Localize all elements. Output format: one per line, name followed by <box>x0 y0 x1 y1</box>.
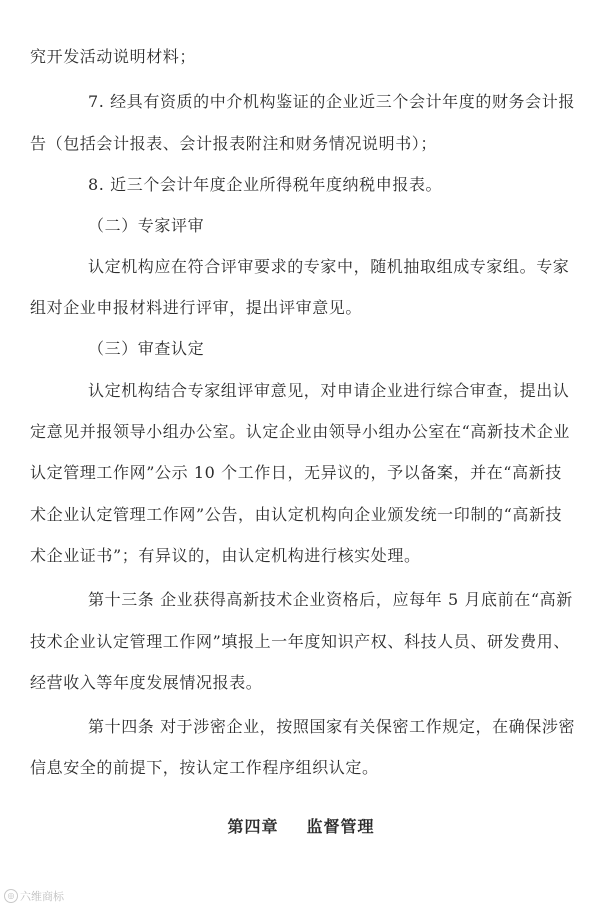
paragraph-line: 技术企业认定管理工作网”填报上一年度知识产权、科技人员、研发费用、 <box>30 632 570 651</box>
paragraph-line: 定意见并报领导小组办公室。认定企业由领导小组办公室在“高新技术企业 <box>30 422 570 441</box>
watermark-text: 六维商标 <box>20 890 64 903</box>
paragraph-line: 术企业认定管理工作网”公告，由认定机构向企业颁发统一印制的“高新技 <box>30 505 563 524</box>
article-line: 第十三条 企业获得高新技术企业资格后，应每年 5 月底前在“高新 <box>88 590 573 609</box>
paragraph-line: 认定机构应在符合评审要求的专家中，随机抽取组成专家组。专家 <box>88 257 570 276</box>
chapter-number: 第四章 <box>227 817 279 836</box>
article-line: 第十四条 对于涉密企业，按照国家有关保密工作规定，在确保涉密 <box>88 717 576 736</box>
paragraph-line: 信息安全的前提下，按认定工作程序组织认定。 <box>30 758 379 777</box>
section-heading: （二）专家评审 <box>88 216 205 235</box>
weibo-icon: ◎ <box>4 889 18 903</box>
paragraph-line: 组对企业申报材料进行评审，提出评审意见。 <box>30 298 363 317</box>
paragraph-line: 究开发活动说明材料； <box>30 47 197 66</box>
paragraph-line: 认定机构结合专家组评审意见，对申请企业进行综合审查，提出认 <box>88 381 570 400</box>
section-heading: （三）审查认定 <box>88 339 205 358</box>
chapter-heading <box>0 817 602 837</box>
chapter-title: 监督管理 <box>306 817 375 836</box>
paragraph-line: 7. 经具有资质的中介机构鉴证的企业近三个会计年度的财务会计报 <box>88 92 575 111</box>
paragraph-line: 认定管理工作网”公示 10 个工作日，无异议的，予以备案，并在“高新技 <box>30 463 562 482</box>
paragraph-line: 告（包括会计报表、会计报表附注和财务情况说明书）； <box>30 134 438 153</box>
watermark <box>4 888 64 904</box>
paragraph-line: 经营收入等年度发展情况报表。 <box>30 673 263 692</box>
paragraph-line: 8. 近三个会计年度企业所得税年度纳税申报表。 <box>88 175 443 194</box>
paragraph-line: 术企业证书”；有异议的，由认定机构进行核实处理。 <box>30 546 421 565</box>
